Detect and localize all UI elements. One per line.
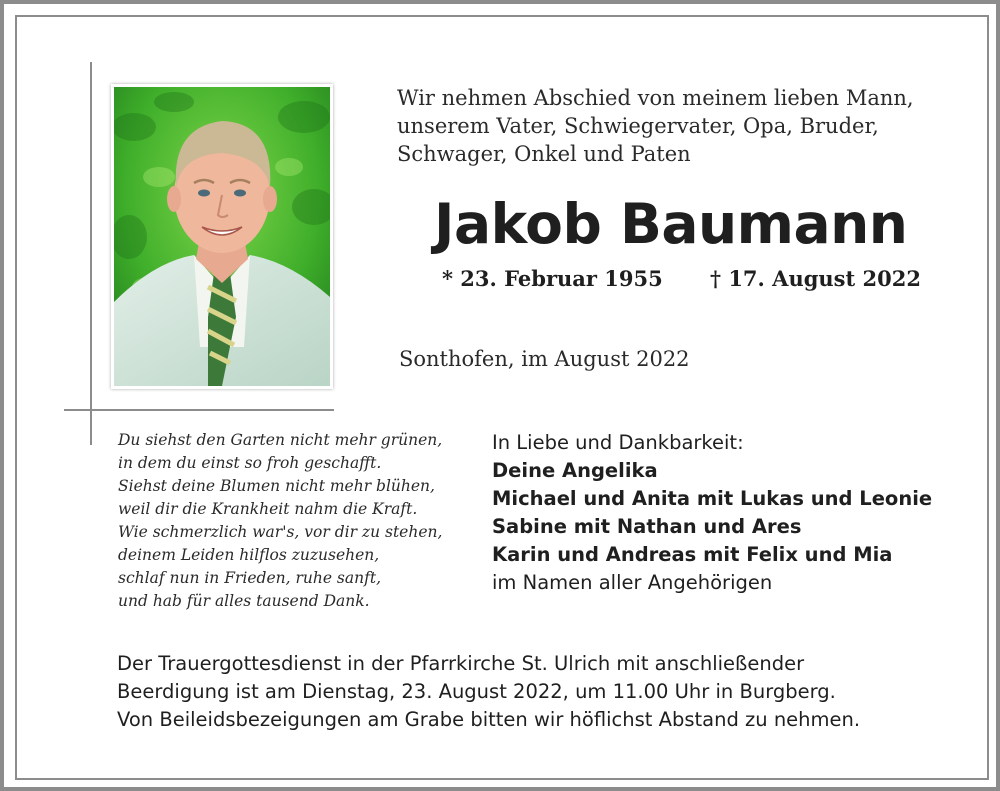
intro-line: Schwager, Onkel und Paten (397, 142, 691, 166)
mourners-intro: In Liebe und Dankbarkeit: (492, 431, 744, 454)
poem-line: schlaf nun in Frieden, ruhe sanft, (118, 569, 381, 587)
life-dates (442, 266, 921, 291)
death-date: † 17. August 2022 (710, 266, 921, 291)
horizontal-divider (64, 409, 334, 411)
intro-text (397, 84, 957, 168)
service-line: Beerdigung ist am Dienstag, 23. August 2022, um 11.00 Uhr in Burgberg. (117, 680, 836, 703)
deceased-name: Jakob Baumann (434, 192, 908, 256)
poem-line: weil dir die Krankheit nahm die Kraft. (118, 500, 418, 518)
family-member: Sabine mit Nathan und Ares (492, 515, 802, 538)
poem-line: und hab für alles tausend Dank. (118, 592, 370, 610)
family-member: Deine Angelika (492, 459, 658, 482)
poem-line: Wie schmerzlich war's, vor dir zu stehen, (118, 523, 443, 541)
portrait-photo (111, 84, 333, 389)
portrait-illustration (114, 87, 330, 386)
poem-line: deinem Leiden hilflos zuzusehen, (118, 546, 380, 564)
poem-line: in dem du einst so froh geschafft. (118, 454, 382, 472)
mourners-closing: im Namen aller Angehörigen (492, 571, 773, 594)
memorial-poem (118, 429, 478, 613)
funeral-service-info (117, 650, 977, 734)
family-member: Karin und Andreas mit Felix und Mia (492, 543, 893, 566)
family-member: Michael und Anita mit Lukas und Leonie (492, 487, 933, 510)
intro-line: unserem Vater, Schwiegervater, Opa, Bruder, (397, 114, 879, 138)
birth-date: * 23. Februar 1955 (442, 266, 663, 291)
service-line: Der Trauergottesdienst in der Pfarrkirche St. Ulrich mit anschließender (117, 652, 805, 675)
vertical-divider (90, 62, 92, 445)
service-line: Von Beileidsbezeigungen am Grabe bitten wir höflichst Abstand zu nehmen. (117, 708, 861, 731)
poem-line: Du siehst den Garten nicht mehr grünen, (118, 431, 443, 449)
poem-line: Siehst deine Blumen nicht mehr blühen, (118, 477, 435, 495)
place-and-date: Sonthofen, im August 2022 (399, 347, 690, 371)
intro-line: Wir nehmen Abschied von meinem lieben Mann, (397, 86, 914, 110)
mourners-list (492, 429, 972, 597)
